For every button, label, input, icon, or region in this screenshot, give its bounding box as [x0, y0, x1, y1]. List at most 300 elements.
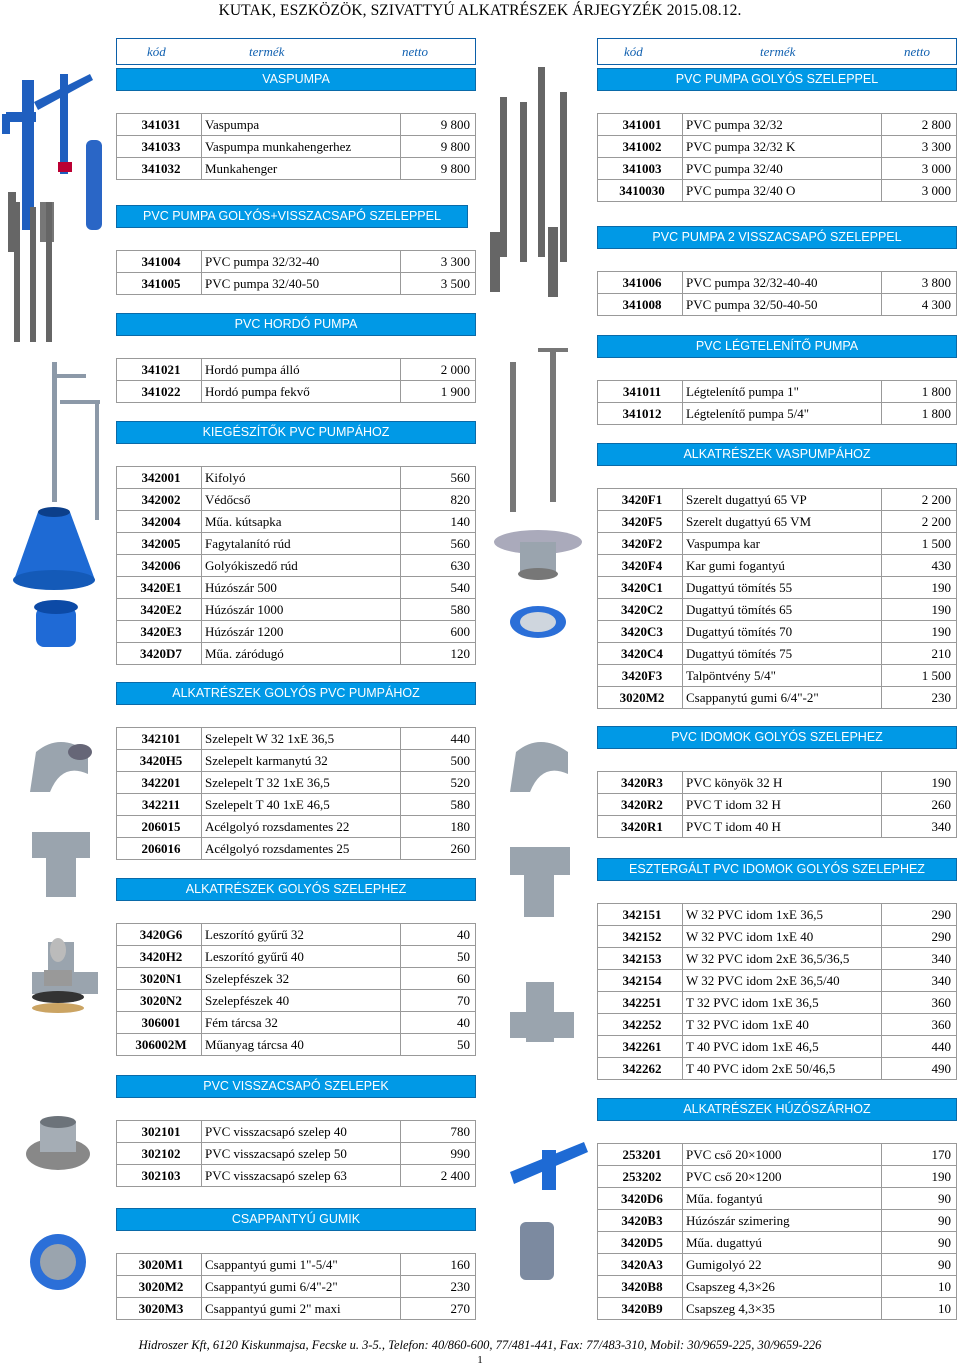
table-row	[117, 838, 475, 860]
cell-price: 230	[931, 690, 951, 705]
section-title: PVC PUMPA 2 VISSZACSAPÓ SZELEPPEL	[597, 226, 957, 249]
cell-price: 2 400	[440, 1168, 470, 1183]
cell-name: PVC cső 20×1200	[686, 1169, 782, 1184]
cell-name: Dugattyú tömítés 65	[686, 602, 793, 617]
table-row	[117, 1143, 475, 1165]
cell-price: 180	[450, 819, 470, 834]
table-row	[598, 992, 956, 1014]
cell-code: 3020N1	[140, 971, 182, 986]
cell-code: 3420E3	[140, 624, 182, 639]
cell-price: 90	[938, 1235, 951, 1250]
cell-name: Csappantyú gumi 6/4"-2"	[205, 1279, 338, 1294]
cell-code: 3020M2	[138, 1279, 184, 1294]
cell-code: 3420C2	[621, 602, 663, 617]
table-row	[117, 577, 475, 599]
cell-name: PVC pumpa 32/40-50	[205, 276, 320, 291]
cell-code: 3420E2	[140, 602, 182, 617]
table-row	[117, 599, 475, 621]
table-row	[117, 621, 475, 643]
cell-price: 2 200	[921, 492, 951, 507]
cell-price: 9 800	[440, 139, 470, 154]
section-title: PVC LÉGTELENÍTŐ PUMPA	[597, 335, 957, 358]
table-row	[598, 1014, 956, 1036]
table-row	[598, 599, 956, 621]
cell-code: 341022	[141, 384, 181, 399]
cell-code: 341012	[622, 406, 662, 421]
cell-price: 190	[931, 580, 951, 595]
cell-price: 1 500	[921, 668, 951, 683]
cell-price: 1 900	[440, 384, 470, 399]
cell-price: 290	[931, 907, 951, 922]
table-row	[117, 1276, 475, 1298]
cell-name: Csappantyú gumi 2" maxi	[205, 1301, 341, 1316]
handle-icon	[510, 1142, 588, 1190]
cell-name: T 32 PVC idom 1xE 36,5	[686, 995, 819, 1010]
cell-code: 3420C1	[621, 580, 663, 595]
cell-code: 341002	[622, 139, 662, 154]
cell-code: 3420H5	[139, 753, 183, 768]
cell-name: Kifolyó	[205, 470, 246, 485]
cell-name: Műa. fogantyú	[686, 1191, 763, 1206]
cell-price: 9 800	[440, 117, 470, 132]
cell-code: 3020M3	[138, 1301, 184, 1316]
page-title: KUTAK, ESZKÖZÖK, SZIVATTYÚ ALKATRÉSZEK ÁRJEGYZÉK 2015.08.12.	[218, 2, 742, 19]
cell-name: Szerelt dugattyú 65 VP	[686, 492, 807, 507]
cell-name: Műa. dugattyú	[686, 1235, 762, 1250]
table-row	[598, 1232, 956, 1254]
cell-code: 342251	[622, 995, 662, 1010]
cell-code: 3420R3	[621, 775, 663, 790]
cell-price: 9 800	[440, 161, 470, 176]
table-row	[117, 251, 475, 273]
table-row	[117, 1165, 475, 1187]
price-table	[597, 1143, 957, 1320]
section-title: ALKATRÉSZEK HÚZÓSZÁRHOZ	[597, 1098, 957, 1121]
cell-name: Húzószár 500	[205, 580, 277, 595]
table-row	[117, 467, 475, 489]
cell-code: 3420F2	[621, 536, 663, 551]
cell-code: 342151	[622, 907, 662, 922]
header-product: termék	[760, 44, 796, 59]
cell-code: 342154	[622, 973, 662, 988]
cell-code: 253202	[622, 1169, 662, 1184]
cell-name: Vaspumpa munkahengerhez	[205, 139, 352, 154]
table-row	[598, 1058, 956, 1080]
well-cap-icon	[13, 507, 95, 590]
cell-name: Védőcső	[205, 492, 251, 507]
cell-name: Húzószár 1000	[205, 602, 284, 617]
table-row	[598, 158, 956, 180]
cell-price: 520	[450, 775, 470, 790]
cell-name: Csapszeg 4,3×35	[686, 1301, 775, 1316]
cell-name: Dugattyú tömítés 70	[686, 624, 793, 639]
rubber-flap-icon	[30, 1234, 86, 1290]
header-price: netto	[402, 44, 428, 59]
price-table	[116, 250, 476, 295]
cell-code: 341033	[141, 139, 181, 154]
cell-price: 90	[938, 1191, 951, 1206]
cell-price: 190	[931, 624, 951, 639]
cell-price: 260	[450, 841, 470, 856]
table-row	[598, 772, 956, 794]
section-title: ALKATRÉSZEK GOLYÓS PVC PUMPÁHOZ	[116, 682, 476, 705]
cell-price: 580	[450, 797, 470, 812]
cell-price: 1 800	[921, 384, 951, 399]
header-code: kód	[147, 44, 166, 59]
header-price: netto	[904, 44, 930, 59]
cell-code: 3420C4	[621, 646, 663, 661]
cell-price: 440	[931, 1039, 951, 1054]
cell-name: PVC pumpa 32/40	[686, 161, 783, 176]
cell-price: 360	[931, 1017, 951, 1032]
barrel-pump-icon	[52, 362, 100, 520]
cell-name: Golyókiszedő rúd	[205, 558, 298, 573]
cell-name: PVC visszacsapó szelep 63	[205, 1168, 347, 1183]
table-row	[117, 643, 475, 665]
cell-name: Munkahenger	[205, 161, 278, 176]
cell-price: 160	[450, 1257, 470, 1272]
cell-code: 302103	[141, 1168, 181, 1183]
table-row	[598, 948, 956, 970]
table-row	[117, 381, 475, 403]
cell-price: 70	[457, 993, 470, 1008]
table-row	[117, 772, 475, 794]
cell-price: 1 800	[921, 406, 951, 421]
cell-name: PVC pumpa 32/40 O	[686, 183, 796, 198]
table-row	[117, 990, 475, 1012]
cell-code: 302101	[141, 1124, 181, 1139]
header-code: kód	[624, 44, 643, 59]
cell-code: 342005	[141, 536, 181, 551]
cell-name: Szelepelt W 32 1xE 36,5	[205, 731, 335, 746]
table-row	[117, 750, 475, 772]
table-row	[598, 904, 956, 926]
cell-price: 260	[931, 797, 951, 812]
cell-name: PVC pumpa 32/32	[686, 117, 783, 132]
footer-contact: Hidroszer Kft, 6120 Kiskunmajsa, Fecske u. 3-5., Telefon: 40/860-600, 77/481-441, Fax: 77/483-310, Mobil: 30/9659-225, 30/9659-226	[138, 1338, 822, 1352]
cell-price: 190	[931, 775, 951, 790]
cell-name: W 32 PVC idom 1xE 40	[686, 929, 814, 944]
cell-name: W 32 PVC idom 1xE 36,5	[686, 907, 823, 922]
table-row	[598, 1188, 956, 1210]
cell-name: Légtelenítő pumpa 5/4"	[686, 406, 809, 421]
table-row	[598, 403, 956, 425]
cell-code: 306002M	[135, 1037, 187, 1052]
cell-price: 580	[450, 602, 470, 617]
cell-code: 341008	[622, 297, 662, 312]
table-row	[598, 180, 956, 202]
cell-code: 3420E1	[140, 580, 182, 595]
section-title: ALKATRÉSZEK VASPUMPÁHOZ	[597, 443, 957, 466]
cell-price: 3 500	[440, 276, 470, 291]
table-row	[117, 136, 475, 158]
cell-name: Szelepelt T 40 1xE 46,5	[205, 797, 330, 812]
cell-name: Acélgolyó rozsdamentes 25	[205, 841, 350, 856]
table-row	[598, 621, 956, 643]
cell-price: 50	[457, 1037, 470, 1052]
cell-price: 10	[938, 1301, 951, 1316]
cell-code: 342001	[141, 470, 181, 485]
cell-price: 560	[450, 470, 470, 485]
cell-price: 3 000	[921, 161, 951, 176]
table-row	[598, 114, 956, 136]
cell-code: 341031	[141, 117, 181, 132]
table-row	[598, 136, 956, 158]
cell-name: PVC pumpa 32/32-40	[205, 254, 320, 269]
cell-price: 40	[457, 1015, 470, 1030]
table-row	[598, 926, 956, 948]
cell-price: 40	[457, 927, 470, 942]
section-title: PVC VISSZACSAPÓ SZELEPEK	[116, 1075, 476, 1098]
section-title: PVC PUMPA GOLYÓS+VISSZACSAPÓ SZELEPPEL	[116, 205, 468, 228]
cell-name: Szelepelt T 32 1xE 36,5	[205, 775, 330, 790]
cell-price: 170	[931, 1147, 951, 1162]
cell-price: 270	[450, 1301, 470, 1316]
bleeder-pump-icon	[510, 348, 568, 512]
table-row	[598, 1254, 956, 1276]
cell-name: Kar gumi fogantyú	[686, 558, 785, 573]
price-table	[116, 1253, 476, 1320]
table-row	[117, 924, 475, 946]
cell-code: 3420F4	[621, 558, 663, 573]
table-row	[117, 728, 475, 750]
table-row	[117, 1121, 475, 1143]
cell-price: 820	[450, 492, 470, 507]
cell-name: T 40 PVC idom 2xE 50/46,5	[686, 1061, 836, 1076]
table-row	[598, 1166, 956, 1188]
cell-code: 306001	[141, 1015, 181, 1030]
cell-price: 140	[450, 514, 470, 529]
table-row	[117, 359, 475, 381]
table-row	[598, 1276, 956, 1298]
piston-icon	[494, 530, 582, 580]
cell-price: 340	[931, 819, 951, 834]
cell-name: PVC T idom 40 H	[686, 819, 781, 834]
cell-name: Műa. záródugó	[205, 646, 284, 661]
cell-name: PVC visszacsapó szelep 40	[205, 1124, 347, 1139]
cell-code: 341001	[622, 117, 662, 132]
cell-price: 3 300	[440, 254, 470, 269]
header-product: termék	[249, 44, 285, 59]
cell-price: 2 800	[921, 117, 951, 132]
price-table	[597, 488, 957, 709]
price-table	[116, 466, 476, 665]
cell-name: Szelepelt karmanytú 32	[205, 753, 328, 768]
table-row	[598, 665, 956, 687]
cell-code: 3420R1	[621, 819, 663, 834]
cell-code: 3410030	[619, 183, 665, 198]
cell-price: 340	[931, 973, 951, 988]
price-table	[597, 113, 957, 202]
cell-name: Fém tárcsa 32	[205, 1015, 278, 1030]
cell-code: 341011	[622, 384, 662, 399]
table-row	[598, 577, 956, 599]
table-row	[598, 1210, 956, 1232]
cell-name: PVC pumpa 32/32-40-40	[686, 275, 818, 290]
cell-code: 302102	[141, 1146, 181, 1161]
cell-name: Hordó pumpa fekvő	[205, 384, 310, 399]
cell-price: 500	[450, 753, 470, 768]
cell-code: 342152	[622, 929, 662, 944]
cell-code: 3420F3	[621, 668, 663, 683]
cell-price: 3 300	[921, 139, 951, 154]
cell-name: Acélgolyó rozsdamentes 22	[205, 819, 350, 834]
cell-price: 340	[931, 951, 951, 966]
cell-code: 342004	[141, 514, 181, 529]
pipe-icon	[520, 1222, 554, 1280]
cell-name: Dugattyú tömítés 55	[686, 580, 793, 595]
cell-code: 3420G6	[139, 927, 183, 942]
cell-code: 206015	[141, 819, 181, 834]
cell-code: 3420D6	[621, 1191, 663, 1206]
cell-price: 3 000	[921, 183, 951, 198]
section-title: KIEGÉSZÍTŐK PVC PUMPÁHOZ	[116, 421, 476, 444]
cell-price: 60	[457, 971, 470, 986]
section-title: ESZTERGÁLT PVC IDOMOK GOLYÓS SZELEPHEZ	[597, 858, 957, 881]
cell-code: 342101	[141, 731, 181, 746]
table-row	[598, 511, 956, 533]
cell-price: 210	[931, 646, 951, 661]
cell-price: 10	[938, 1279, 951, 1294]
cell-code: 342252	[622, 1017, 662, 1032]
price-table	[597, 271, 957, 316]
cell-price: 440	[450, 731, 470, 746]
cell-name: Fagytalanító rúd	[205, 536, 291, 551]
cell-price: 560	[450, 536, 470, 551]
cell-price: 630	[450, 558, 470, 573]
cell-name: PVC könyök 32 H	[686, 775, 783, 790]
table-row	[598, 687, 956, 709]
table-row	[117, 273, 475, 295]
cell-name: PVC pumpa 32/32 K	[686, 139, 796, 154]
cell-name: W 32 PVC idom 2xE 36,5/40	[686, 973, 840, 988]
table-row	[598, 816, 956, 838]
section-title: PVC IDOMOK GOLYÓS SZELEPHEZ	[597, 726, 957, 749]
cell-code: 341003	[622, 161, 662, 176]
table-row	[117, 946, 475, 968]
column-header	[116, 38, 476, 65]
table-row	[117, 114, 475, 136]
cell-name: T 40 PVC idom 1xE 46,5	[686, 1039, 819, 1054]
cell-code: 3020N2	[140, 993, 182, 1008]
cell-name: Hordó pumpa álló	[205, 362, 300, 377]
section-title: CSAPPANTYÚ GUMIK	[116, 1208, 476, 1231]
table-row	[598, 555, 956, 577]
table-row	[598, 294, 956, 316]
cell-code: 3420D5	[621, 1235, 663, 1250]
price-table	[116, 113, 476, 180]
cell-price: 50	[457, 949, 470, 964]
cell-code: 341021	[141, 362, 181, 377]
cell-price: 190	[931, 1169, 951, 1184]
cell-code: 253201	[622, 1147, 662, 1162]
cell-name: Szerelt dugattyú 65 VM	[686, 514, 812, 529]
cell-name: Műa. kútsapka	[205, 514, 282, 529]
table-row	[117, 816, 475, 838]
cell-code: 3420F5	[621, 514, 663, 529]
table-row	[598, 272, 956, 294]
table-row	[598, 970, 956, 992]
seal-ring-icon	[510, 606, 566, 638]
cell-price: 2 200	[921, 514, 951, 529]
table-row	[117, 1034, 475, 1056]
cell-name: W 32 PVC idom 2xE 36,5/36,5	[686, 951, 850, 966]
cell-name: Szelepfészek 40	[205, 993, 290, 1008]
table-row	[117, 158, 475, 180]
section-title: ALKATRÉSZEK GOLYÓS SZELEPHEZ	[116, 878, 476, 901]
cell-name: Vaspumpa kar	[686, 536, 761, 551]
elbow-fitting-icon	[30, 742, 92, 792]
cell-code: 341004	[141, 254, 181, 269]
cell-price: 540	[450, 580, 470, 595]
price-table	[116, 923, 476, 1056]
cell-name: Csappanytú gumi 6/4"-2"	[686, 690, 819, 705]
cell-code: 341032	[141, 161, 181, 176]
cell-price: 430	[931, 558, 951, 573]
pvc-pump-icon	[490, 67, 567, 297]
right-product-images	[480, 62, 594, 1352]
cell-code: 342006	[141, 558, 181, 573]
cell-price: 990	[450, 1146, 470, 1161]
cell-name: PVC T idom 32 H	[686, 797, 781, 812]
check-valve-icon	[26, 1116, 90, 1170]
cell-name: PVC cső 20×1000	[686, 1147, 782, 1162]
cell-name: Dugattyú tömítés 75	[686, 646, 793, 661]
price-table	[116, 1120, 476, 1187]
price-table	[597, 771, 957, 838]
plug-icon	[34, 600, 78, 647]
cell-code: 342211	[141, 797, 181, 812]
cell-code: 3020M1	[138, 1257, 184, 1272]
cell-name: Húzószár szimering	[686, 1213, 790, 1228]
cell-name: Műanyag tárcsa 40	[205, 1037, 304, 1052]
price-table	[116, 358, 476, 403]
cell-code: 342262	[622, 1061, 662, 1076]
t-fitting-icon	[510, 847, 574, 1042]
column-header	[597, 38, 957, 65]
cell-name: T 32 PVC idom 1xE 40	[686, 1017, 809, 1032]
cell-code: 3420B9	[621, 1301, 663, 1316]
cell-name: Húzószár 1200	[205, 624, 284, 639]
cell-name: Gumigolyó 22	[686, 1257, 762, 1272]
cell-price: 190	[931, 602, 951, 617]
table-row	[598, 794, 956, 816]
page-number: 1	[477, 1354, 483, 1366]
section-title: PVC HORDÓ PUMPA	[116, 313, 476, 336]
table-row	[598, 1144, 956, 1166]
cell-code: 3420H2	[139, 949, 183, 964]
table-row	[598, 643, 956, 665]
cell-code: 342153	[622, 951, 662, 966]
price-table	[597, 903, 957, 1080]
table-row	[598, 381, 956, 403]
cell-name: PVC visszacsapó szelep 50	[205, 1146, 347, 1161]
table-row	[117, 1012, 475, 1034]
cell-name: Leszorító gyűrű 32	[205, 927, 304, 942]
cell-code: 342002	[141, 492, 181, 507]
cell-name: Csapszeg 4,3×26	[686, 1279, 775, 1294]
cell-name: Talpöntvény 5/4"	[686, 668, 776, 683]
cell-code: 341006	[622, 275, 662, 290]
table-row	[117, 555, 475, 577]
cell-code: 3420F1	[621, 492, 663, 507]
cell-name: PVC pumpa 32/50-40-50	[686, 297, 818, 312]
table-row	[117, 968, 475, 990]
table-row	[598, 533, 956, 555]
table-row	[598, 1036, 956, 1058]
cell-price: 4 300	[921, 297, 951, 312]
cell-price: 2 000	[440, 362, 470, 377]
